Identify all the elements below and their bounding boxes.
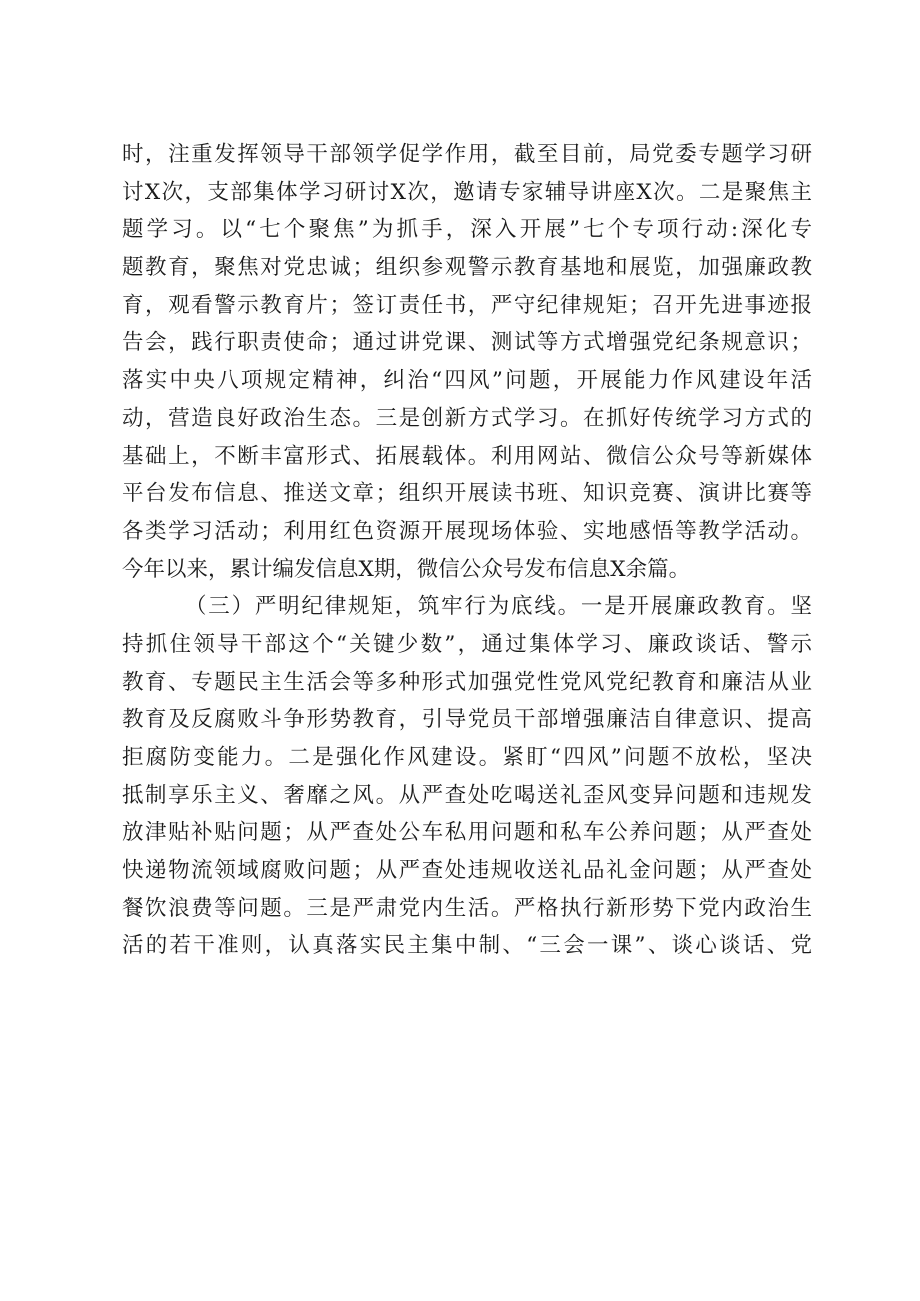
paragraph-2-line-2: 持抓住领导干部这个“关键少数”，通过集体学习、廉政谈话、警示 <box>122 631 812 657</box>
paragraph-1-line-12: 今年以来，累计编发信息X期，微信公众号发布信息X余篇。 <box>122 556 691 582</box>
body-text <box>122 136 812 965</box>
paragraph-1-line-5: 育，观看警示教育片；签订责任书，严守纪律规矩；召开先进事迹报 <box>122 292 812 318</box>
paragraph-1-line-2: 讨X次，支部集体学习研讨X次，邀请专家辅导讲座X次。二是聚焦主 <box>122 179 812 205</box>
paragraph-1-line-8: 动，营造良好政治生态。三是创新方式学习。在抓好传统学习方式的 <box>122 405 812 431</box>
paragraph-1-line-1: 时，注重发挥领导干部领学促学作用，截至目前，局党委专题学习研 <box>122 142 812 167</box>
paragraph-1-line-3: 题学习。以“七个聚焦”为抓手，深入开展”七个专项行动:深化专 <box>122 217 812 243</box>
paragraph-2-line-1: （三）严明纪律规矩，筑牢行为底线。一是开展廉政教育。坚 <box>185 594 812 620</box>
paragraph-2-line-10: 活的若干准则，认真落实民主集中制、“三会一课”、谈心谈话、党 <box>122 933 812 959</box>
paragraph-1-line-7: 落实中央八项规定精神，纠治“四风”问题，开展能力作风建设年活 <box>122 368 812 394</box>
paragraph-2-line-4: 教育及反腐败斗争形势教育，引导党员干部增强廉洁自律意识、提高 <box>122 707 812 733</box>
paragraph-2-line-7: 放津贴补贴问题；从严查处公车私用问题和私车公养问题；从严查处 <box>122 820 812 846</box>
paragraph-1-line-6: 告会，践行职责使命；通过讲党课、测试等方式增强党纪条规意识； <box>122 330 812 356</box>
paragraph-1-line-10: 平台发布信息、推送文章；组织开展读书班、知识竞赛、演讲比赛等 <box>122 481 812 507</box>
paragraph-2-line-9: 餐饮浪费等问题。三是严肃党内生活。严格执行新形势下党内政治生 <box>122 895 812 921</box>
paragraph-1-line-4: 题教育，聚焦对党忠诚；组织参观警示教育基地和展览，加强廉政教 <box>122 255 812 281</box>
paragraph-2-line-5: 拒腐防变能力。二是强化作风建设。紧盯“四风”问题不放松，坚决 <box>122 745 812 770</box>
paragraph-2-line-8: 快递物流领域腐败问题；从严查处违规收送礼品礼金问题；从严查处 <box>122 858 812 884</box>
paragraph-1-line-11: 各类学习活动；利用红色资源开展现场体验、实地感悟等教学活动。 <box>122 518 812 544</box>
paragraph-1-line-9: 基础上，不断丰富形式、拓展载体。利用网站、微信公众号等新媒体 <box>122 443 812 469</box>
paragraph-2-line-3: 教育、专题民主生活会等多种形式加强党性党风党纪教育和廉洁从业 <box>122 669 812 695</box>
paragraph-2-line-6: 抵制享乐主义、奢靡之风。从严查处吃喝送礼歪风变异问题和违规发 <box>122 782 812 808</box>
